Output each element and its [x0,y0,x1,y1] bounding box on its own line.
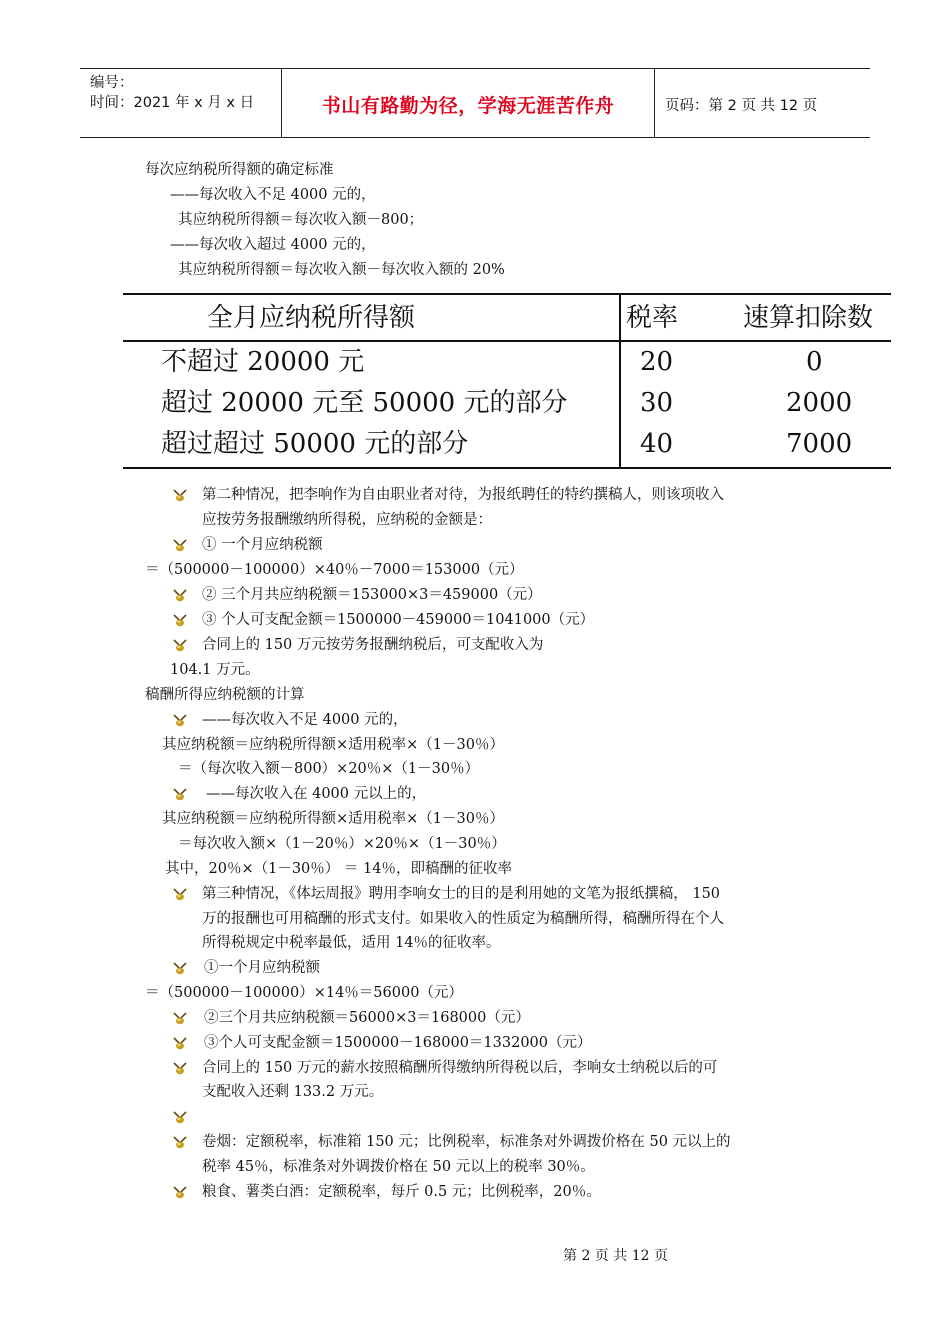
header-motto: 书山有路勤为径，学海无涯苦作舟 [321,95,615,117]
body-line: 应按劳务报酬缴纳所得税，应纳税的金额是： [202,512,492,528]
gold-bell-bullet-icon [172,1010,188,1026]
body-line: 第二种情况，把李响作为自由职业者对待，为报纸聘任的特约撰稿人，则该项收入 [202,487,724,503]
gold-bell-bullet-icon [172,786,188,802]
table-column-rule [619,295,621,467]
header-divider-right [654,69,655,137]
body-line: 粮食、薯类白酒：定额税率，每斤 0.5 元；比例税率，20％。 [202,1184,601,1200]
page-header [80,68,870,138]
gold-bell-bullet-icon [172,1060,188,1076]
header-code-label: 编号： [90,75,134,91]
body-line: 合同上的 150 万元的薪水按照稿酬所得缴纳所得税以后，李响女士纳税以后的可 [202,1060,718,1076]
body-line: 所得税规定中税率最低，适用 14％的征收率。 [202,935,501,951]
gold-bell-bullet-icon [172,612,188,628]
gold-bell-bullet-icon [172,487,188,503]
table-cell-bracket: 超过 20000 元至 50000 元的部分 [161,388,568,418]
table-cell-rate: 20 [640,347,674,377]
table-cell-bracket: 超过超过 50000 元的部分 [161,429,469,459]
body-line: ＝（500000－100000）×14％＝56000（元） [145,985,463,1001]
body-line: ②三个月共应纳税额＝56000×3＝168000（元） [204,1010,530,1026]
gold-bell-bullet-icon [172,1035,188,1051]
body-line: ＝（500000－100000）×40％－7000＝153000（元） [145,562,524,578]
body-line: 万的报酬也可用稿酬的形式支付。如果收入的性质定为稿酬所得，稿酬所得在个人 [202,911,724,927]
table-header-deduction: 速算扣除数 [743,303,874,333]
body-line: 其应纳税额＝应纳税所得额×适用税率×（1－30％） [162,811,504,827]
table-cell-rate: 30 [640,388,674,418]
page-footer: 第 2 页 共 12 页 [563,1248,668,1264]
gold-bell-bullet-icon [172,886,188,902]
body-line: ——每次收入在 4000 元以上的， [206,786,427,802]
gold-bell-bullet-icon [172,1184,188,1200]
table-header-income: 全月应纳税所得额 [207,303,416,333]
gold-bell-bullet-icon [172,960,188,976]
tax-rate-table [123,293,891,469]
table-cell-rate: 40 [640,429,674,459]
gold-bell-bullet-icon [172,637,188,653]
gold-bell-bullet-icon [172,712,188,728]
intro-line: 其应纳税所得额＝每次收入额－每次收入额的 20% [178,262,505,278]
body-line: ——每次收入不足 4000 元的， [202,712,408,728]
body-line: 第三种情况，《体坛周报》聘用李响女士的目的是利用她的文笔为报纸撰稿， 150 [202,886,721,902]
body-line: ＝每次收入额×（1－20％）×20％×（1－30％） [178,836,506,852]
intro-line: 其应纳税所得额＝每次收入额－800； [178,212,424,228]
intro-line: ——每次收入不足 4000 元的， [170,187,376,203]
gold-bell-bullet-icon [172,1134,188,1150]
gold-bell-bullet-icon [172,1109,188,1125]
body-line: ③个人可支配金额＝1500000－168000＝1332000（元） [204,1035,592,1051]
body-line: 104.1 万元。 [170,662,260,678]
body-line: 支配收入还剩 133.2 万元。 [202,1084,384,1100]
table-cell-deduction: 7000 [786,429,853,459]
body-line: ①一个月应纳税额 [204,960,320,976]
header-time-label: 时间：2021 年 x 月 x 日 [90,95,255,111]
table-cell-deduction: 0 [806,347,823,377]
table-cell-bracket: 不超过 20000 元 [161,347,365,377]
body-line: 合同上的 150 万元按劳务报酬纳税后，可支配收入为 [202,637,544,653]
body-line: 其应纳税额＝应纳税所得额×适用税率×（1－30％） [162,737,504,753]
section-heading: 稿酬所得应纳税额的计算 [145,687,305,703]
gold-bell-bullet-icon [172,587,188,603]
header-page-label: 页码：第 2 页 共 12 页 [665,98,818,114]
body-line: ① 一个月应纳税额 [202,537,323,553]
intro-title: 每次应纳税所得额的确定标准 [145,162,334,178]
body-line: 其中，20％×（1－30％） ＝ 14％，即稿酬的征收率 [165,861,512,877]
header-meta [90,73,254,113]
table-cell-deduction: 2000 [786,388,853,418]
body-line: ＝（每次收入额－800）×20％×（1－30％） [178,761,480,777]
gold-bell-bullet-icon [172,537,188,553]
body-line: 税率 45％，标准条对外调拨价格在 50 元以上的税率 30％。 [202,1159,595,1175]
body-line: ③ 个人可支配金额＝1500000－459000＝1041000（元） [202,612,595,628]
intro-line: ——每次收入超过 4000 元的， [170,237,376,253]
body-line: ② 三个月共应纳税额＝153000×3＝459000（元） [202,587,542,603]
table-header-rate: 税率 [626,303,679,333]
body-line: 卷烟：定额税率，标准箱 150 元；比例税率，标准条对外调拨价格在 50 元以上的 [202,1134,731,1150]
table-header-rule [123,340,891,342]
